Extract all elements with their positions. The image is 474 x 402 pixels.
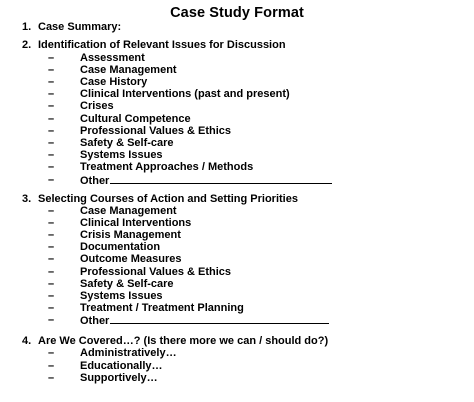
list-item: – Treatment / Treatment Planning (48, 302, 244, 315)
list-item-other: – Other (22, 174, 462, 186)
document-title: Case Study Format (170, 5, 304, 21)
list-item: – Clinical Interventions (48, 216, 192, 229)
dash-bullet: – (48, 277, 55, 290)
list-item: – Safety & Self-care (48, 277, 174, 290)
dash-bullet: – (48, 124, 55, 137)
list-item: – Case Management (48, 204, 177, 217)
list-item: – Educationally… (48, 359, 163, 372)
list-item: – Cultural Competence (48, 112, 191, 125)
dash-bullet: – (48, 204, 55, 217)
list-item: – Case Management (48, 63, 177, 76)
section-title: Case Summary: (38, 21, 122, 33)
section-number: 4. (22, 335, 32, 348)
action-list (22, 205, 462, 327)
dash-bullet: – (48, 173, 55, 186)
list-item: – Professional Values & Ethics (48, 124, 232, 137)
list-item: – Assessment (48, 51, 145, 64)
dash-bullet: – (48, 347, 55, 360)
dash-bullet: – (48, 76, 55, 89)
dash-bullet: – (48, 100, 55, 113)
section-heading (22, 335, 462, 347)
dash-bullet: – (48, 229, 55, 242)
dash-bullet: – (48, 216, 55, 229)
list-item: – Documentation (48, 241, 161, 254)
dash-bullet: – (48, 253, 55, 266)
section-courses-of-action (22, 193, 462, 327)
fill-in-blank-line (110, 174, 332, 184)
dash-bullet: – (48, 290, 55, 303)
list-item: – Safety & Self-care (48, 136, 174, 149)
dash-bullet: – (48, 241, 55, 254)
list-item: – Outcome Measures (48, 253, 182, 266)
dash-bullet: – (48, 63, 55, 76)
dash-bullet: – (48, 51, 55, 64)
section-title: Identification of Relevant Issues for Discussion (38, 39, 286, 52)
section-heading (22, 39, 462, 51)
dash-bullet: – (48, 302, 55, 315)
list-item: – Treatment Approaches / Methods (48, 161, 254, 174)
dash-bullet: – (48, 112, 55, 125)
section-case-summary (22, 21, 462, 33)
list-item: – Crises (48, 100, 114, 113)
dash-bullet: – (48, 161, 55, 174)
section-number: 3. (22, 192, 32, 205)
fill-in-blank-line (110, 314, 329, 324)
dash-bullet: – (48, 88, 55, 101)
list-item: – Professional Values & Ethics (48, 265, 232, 278)
section-identification-of-issues (22, 39, 462, 185)
issue-list (22, 52, 462, 186)
dash-bullet: – (48, 371, 55, 384)
list-item: – Case History (48, 76, 148, 89)
section-heading (22, 193, 462, 205)
section-are-we-covered (22, 335, 462, 384)
section-title: Are We Covered…? (Is there more we can / should do?) (38, 335, 329, 348)
document-body (22, 21, 462, 384)
list-item-other: – Other (22, 314, 462, 326)
list-item: – Crisis Management (48, 229, 181, 242)
section-heading (22, 21, 462, 33)
list-item: – Clinical Interventions (past and present) (48, 88, 290, 101)
section-title: Selecting Courses of Action and Setting Priorities (38, 192, 298, 205)
section-number: 1. (22, 21, 32, 33)
list-item: – Systems Issues (48, 149, 163, 162)
section-number: 2. (22, 39, 32, 52)
list-item: – Supportively… (48, 371, 158, 384)
list-item: – Administratively… (48, 347, 177, 360)
dash-bullet: – (48, 149, 55, 162)
dash-bullet: – (48, 265, 55, 278)
dash-bullet: – (48, 314, 55, 327)
dash-bullet: – (48, 136, 55, 149)
list-item: – Systems Issues (48, 290, 163, 303)
coverage-list (22, 347, 462, 384)
dash-bullet: – (48, 359, 55, 372)
